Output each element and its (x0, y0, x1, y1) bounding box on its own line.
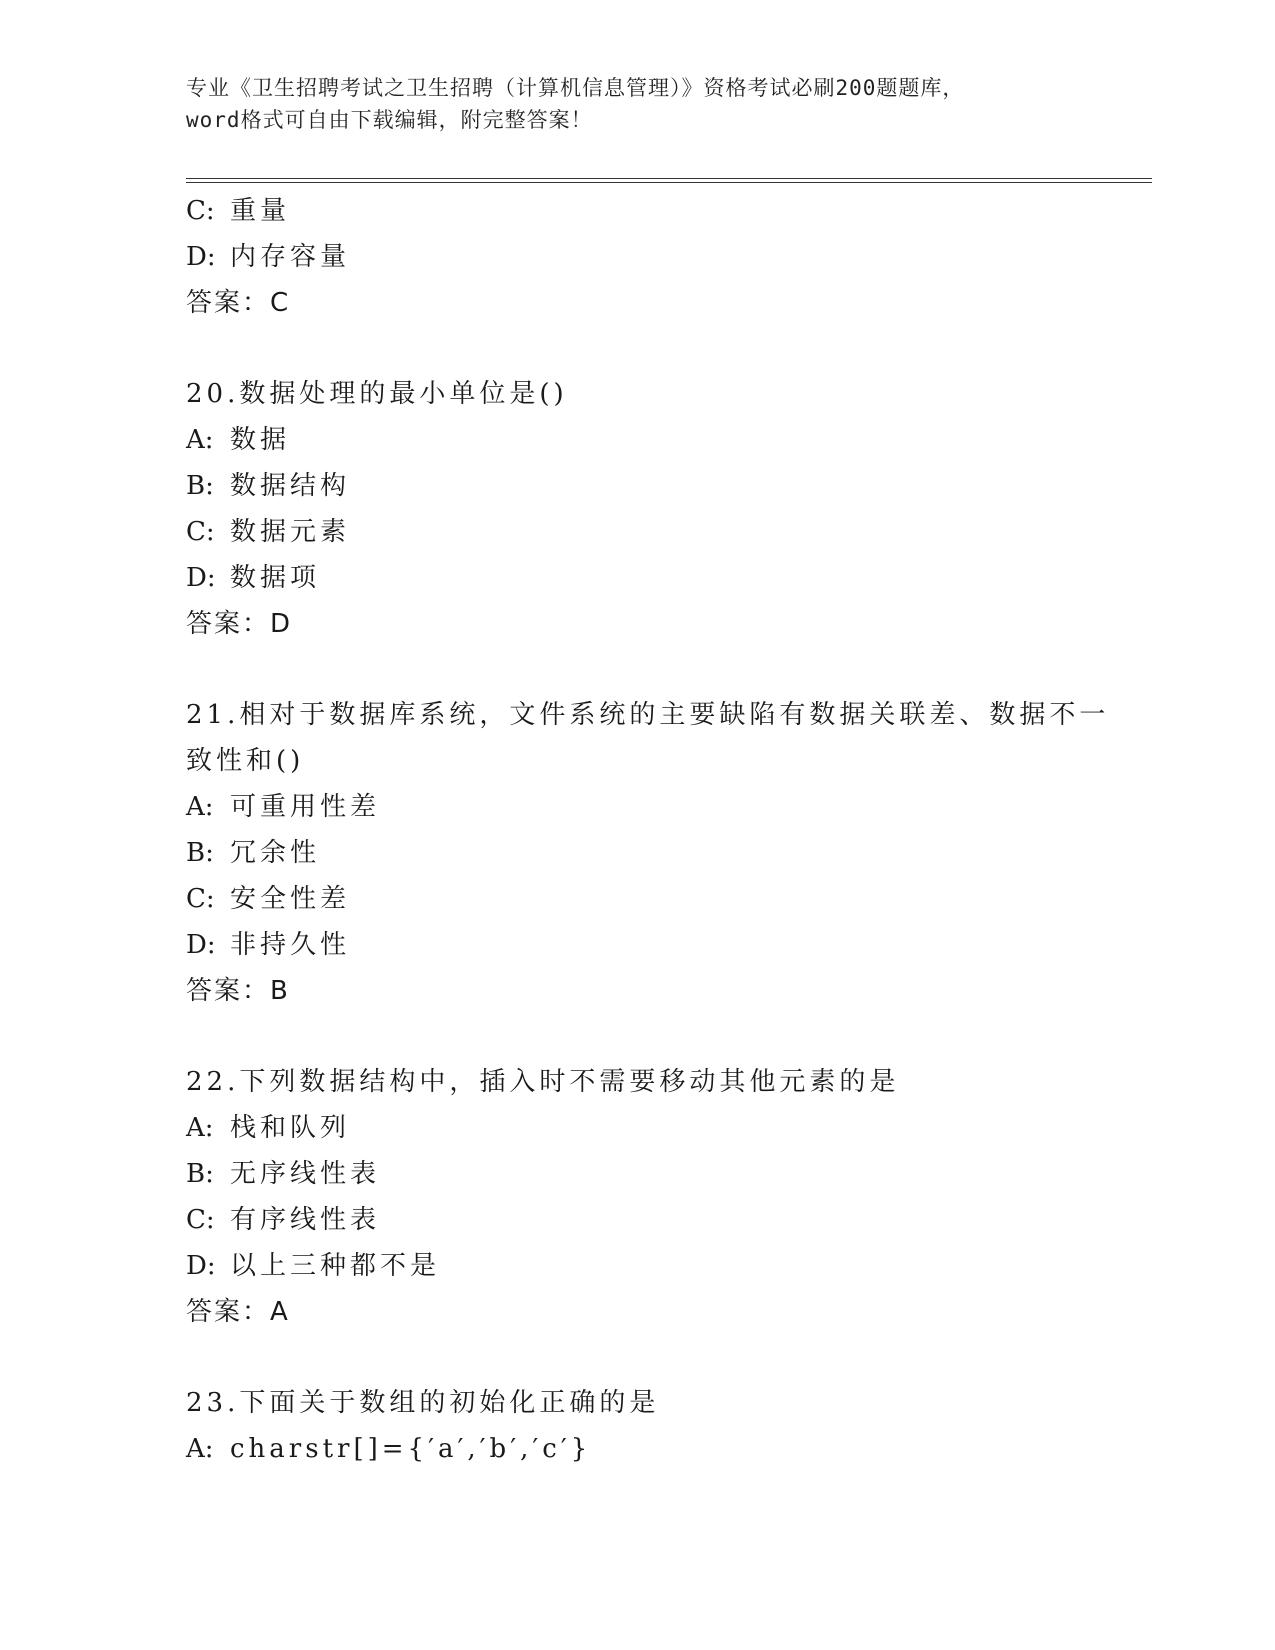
question-22 (186, 1059, 1152, 1335)
option-text: 栈和队列 (230, 1113, 351, 1143)
option-d (186, 922, 1152, 968)
question-list (186, 188, 1152, 1472)
option-text: 冗余性 (230, 838, 321, 868)
option-text: 内存容量 (230, 242, 351, 272)
option-b (186, 1151, 1152, 1197)
answer-line: 答案：B (186, 976, 290, 1006)
question-stem: 22.下列数据结构中，插入时不需要移动其他元素的是 (186, 1067, 900, 1097)
option-b (186, 830, 1152, 876)
option-key: C: (186, 196, 215, 226)
option-d (186, 234, 1152, 280)
option-key: A: (186, 1434, 214, 1464)
option-key: A: (186, 1113, 214, 1143)
option-key: A: (186, 425, 214, 455)
option-text: 数据元素 (230, 517, 351, 547)
option-key: A: (186, 792, 214, 822)
option-text: 有序线性表 (230, 1205, 381, 1235)
option-text: 非持久性 (230, 930, 351, 960)
option-text: 数据项 (230, 563, 321, 593)
option-key: C: (186, 884, 215, 914)
header-divider (186, 178, 1152, 183)
option-key: D: (186, 930, 216, 960)
option-d (186, 555, 1152, 601)
option-text: charstr[]={′a′,′b′,′c′} (230, 1434, 592, 1464)
option-b (186, 463, 1152, 509)
question-stem: 20.数据处理的最小单位是() (186, 379, 568, 409)
header-line-2: word格式可自由下载编辑，附完整答案！ (186, 108, 593, 132)
option-text: 安全性差 (230, 884, 351, 914)
answer-line: 答案：A (186, 1297, 290, 1327)
option-c (186, 188, 1152, 234)
option-text: 无序线性表 (230, 1159, 381, 1189)
option-d (186, 1243, 1152, 1289)
option-a (186, 417, 1152, 463)
question-stem: 23.下面关于数组的初始化正确的是 (186, 1388, 660, 1418)
question-19-continued (186, 188, 1152, 326)
option-text: 重量 (230, 196, 291, 226)
option-text: 以上三种都不是 (230, 1251, 441, 1281)
option-key: D: (186, 563, 216, 593)
question-21 (186, 692, 1152, 1014)
option-a (186, 1105, 1152, 1151)
answer-line: 答案：C (186, 288, 291, 318)
option-a (186, 1426, 1152, 1472)
document-header (186, 72, 1086, 136)
option-text: 数据结构 (230, 471, 351, 501)
option-key: C: (186, 517, 215, 547)
option-key: D: (186, 242, 216, 272)
question-stem: 21.相对于数据库系统，文件系统的主要缺陷有数据关联差、数据不一 (186, 700, 1110, 730)
option-key: B: (186, 838, 214, 868)
option-key: C: (186, 1205, 215, 1235)
question-23 (186, 1380, 1152, 1472)
question-stem-continued: 致性和() (186, 746, 305, 776)
option-key: D: (186, 1251, 216, 1281)
question-20 (186, 371, 1152, 647)
option-text: 数据 (230, 425, 291, 455)
answer-line: 答案：D (186, 609, 293, 639)
header-line-1: 专业《卫生招聘考试之卫生招聘（计算机信息管理）》资格考试必刷200题题库， (186, 76, 965, 100)
option-c (186, 876, 1152, 922)
option-key: B: (186, 471, 214, 501)
option-key: B: (186, 1159, 214, 1189)
option-a (186, 784, 1152, 830)
option-c (186, 1197, 1152, 1243)
option-text: 可重用性差 (230, 792, 381, 822)
option-c (186, 509, 1152, 555)
